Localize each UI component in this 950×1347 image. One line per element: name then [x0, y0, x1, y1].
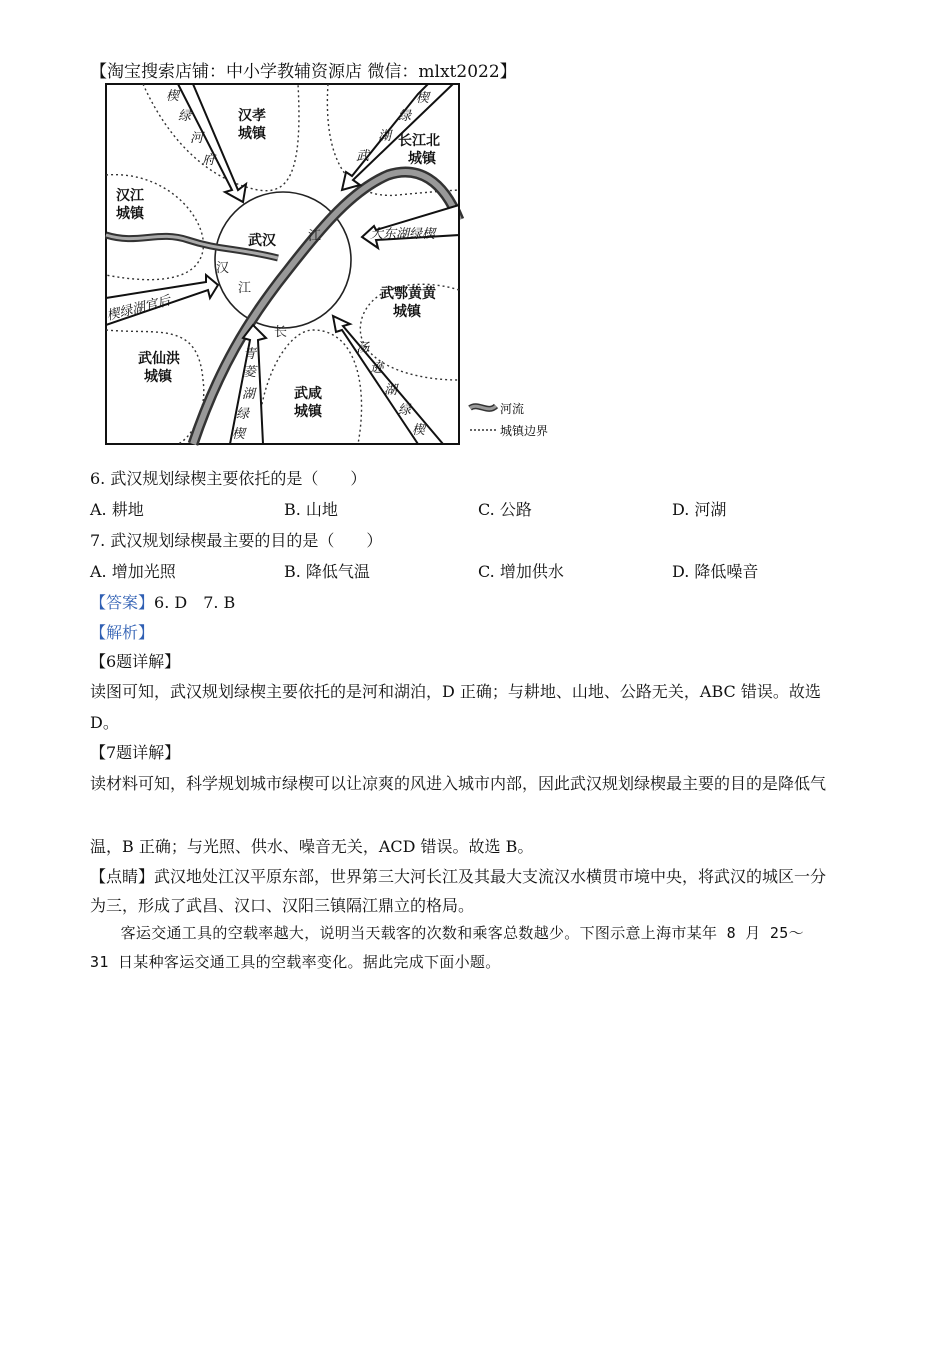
river-changjiang-label-1: 江 — [308, 229, 322, 244]
town-changjiangbei-1: 长江北 — [398, 133, 440, 149]
answer-line — [90, 590, 235, 613]
tip-line1: 【点睛】武汉地处江汉平原东部，世界第三大河长江及其最大支流汉水横贯市境中央，将武汉的城区一分 — [90, 867, 827, 886]
wedge-fuhe-4: 府 — [202, 153, 216, 168]
town-wuehuanghuang-2: 城镇 — [393, 304, 421, 320]
wedge-wuhu-4: 武 — [356, 149, 370, 164]
wedge-qinglinghu-3: 湖 — [242, 387, 256, 402]
wedge-tangxunhu-5: 楔 — [412, 423, 426, 438]
q7-option-b: B. 降低气温 — [284, 562, 370, 581]
q7-detail-line1: 读材料可知，科学规划城市绿楔可以让凉爽的风进入城市内部，因此武汉规划绿楔最主要的目的是降低气 — [90, 774, 827, 793]
town-wuxianhong-1: 武仙洪 — [138, 351, 180, 367]
analysis-tag: 【解析】 — [90, 623, 155, 642]
legend-boundary-label: 城镇边界 — [500, 424, 549, 438]
wedge-wuhu-1: 楔 — [416, 91, 430, 106]
wedge-fuhe-1: 楔 — [166, 89, 180, 104]
next-intro-line2: 31 日某种客运交通工具的空载率变化。据此完成下面小题。 — [90, 953, 501, 971]
town-wuehuanghuang-1: 武鄂黄黄 — [380, 286, 436, 302]
q6-detail-line2: D。 — [90, 713, 119, 732]
wedge-tangxunhu-1: 汤 — [356, 341, 370, 356]
q6-option-a: A. 耕地 — [90, 500, 144, 519]
wedge-qinglinghu-2: 菱 — [243, 365, 257, 380]
town-hanxiao-2: 城镇 — [238, 126, 266, 142]
q6-detail-line1: 读图可知，武汉规划绿楔主要依托的是河和湖泊，D 正确；与耕地、山地、公路无关，ABC 错误。故选 — [90, 682, 821, 701]
wedge-qinglinghu-5: 楔 — [232, 427, 246, 442]
wedge-qinglinghu-1: 青 — [243, 347, 257, 362]
legend-river-label: 河流 — [500, 402, 525, 416]
wedge-tangxunhu-4: 绿 — [398, 403, 412, 418]
wedge-qinglinghu-4: 绿 — [236, 407, 250, 422]
tip-line2: 为三，形成了武昌、汉口、汉阳三镇隔江鼎立的格局。 — [90, 896, 475, 915]
page-header: 【淘宝搜索店铺：中小学教辅资源店 微信：mlxt2022】 — [90, 62, 517, 82]
town-wuxian-2: 城镇 — [294, 404, 322, 420]
q6-option-c: C. 公路 — [478, 500, 532, 519]
town-hanjiang-1: 汉江 — [116, 188, 144, 204]
town-wuhan: 武汉 — [248, 233, 276, 249]
wedge-wuhu-3: 湖 — [378, 129, 392, 144]
river-hanjiang-label-1: 汉 — [216, 261, 230, 276]
q6-option-d: D. 河湖 — [672, 500, 727, 519]
q7-detail-line2: 温，B 正确；与光照、供水、噪音无关，ACD 错误。故选 B。 — [90, 837, 534, 856]
question-7-stem: 7. 武汉规划绿楔最主要的目的是（ ） — [90, 531, 383, 550]
q7-option-c: C. 增加供水 — [478, 562, 564, 581]
town-wuxianhong-2: 城镇 — [144, 369, 172, 385]
answer-text: 6. D 7. B — [154, 593, 236, 612]
question-6-stem: 6. 武汉规划绿楔主要依托的是（ ） — [90, 469, 367, 488]
q7-option-a: A. 增加光照 — [90, 562, 176, 581]
wedge-wuhu-2: 绿 — [398, 109, 412, 124]
wedge-fuhe-3: 河 — [190, 131, 204, 146]
q6-detail-title: 【6题详解】 — [90, 652, 181, 671]
town-hanjiang-2: 城镇 — [116, 206, 144, 222]
wedge-tangxunhu-2: 逊 — [370, 361, 384, 376]
q6-option-b: B. 山地 — [284, 500, 338, 519]
wuhan-green-wedge-map — [98, 80, 568, 450]
q7-detail-title: 【7题详解】 — [90, 743, 181, 762]
town-hanxiao-1: 汉孝 — [238, 108, 266, 124]
wedge-dadonghu: 大东湖绿楔 — [370, 227, 436, 242]
town-changjiangbei-2: 城镇 — [408, 151, 436, 167]
wedge-tangxunhu-3: 湖 — [384, 383, 398, 398]
answer-tag: 【答案】 — [90, 593, 155, 612]
town-wuxian-1: 武咸 — [294, 386, 322, 402]
next-intro-line1: 客运交通工具的空载率越大，说明当天载客的次数和乘客总数越少。下图示意上海市某年 8 月 25～ — [90, 924, 804, 942]
wedge-guanlianhu: 楔绿湖官后 — [105, 293, 173, 324]
q7-option-d: D. 降低噪音 — [672, 562, 759, 581]
wedge-fuhe-2: 绿 — [178, 109, 192, 124]
river-changjiang-label-2: 长 — [274, 325, 288, 340]
river-hanjiang-label-2: 江 — [238, 281, 252, 296]
